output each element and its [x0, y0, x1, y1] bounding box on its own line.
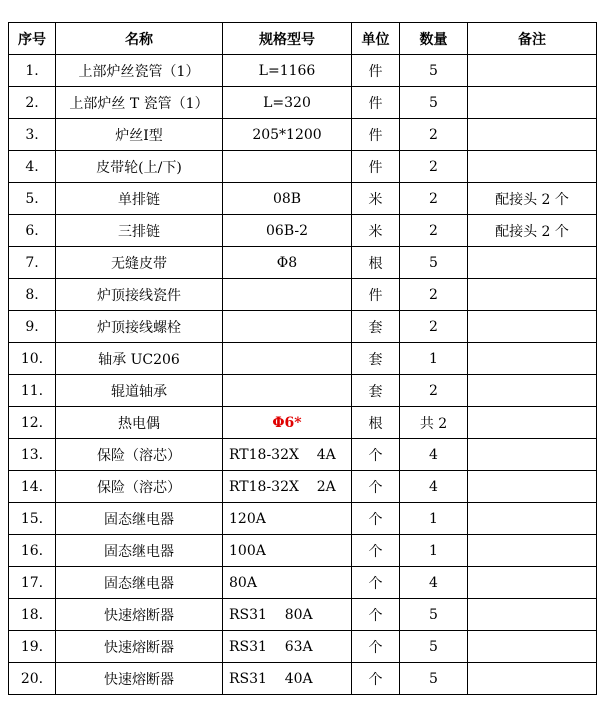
table-row — [9, 119, 597, 151]
item-quantity: 5 — [400, 87, 468, 119]
item-note: 配接头 2 个 — [468, 215, 597, 247]
item-note — [468, 567, 597, 599]
table-row — [9, 407, 597, 439]
item-spec: 06B-2 — [223, 215, 352, 247]
item-quantity: 5 — [400, 247, 468, 279]
item-name: 上部炉丝 T 瓷管（1） — [56, 87, 223, 119]
item-note — [468, 471, 597, 503]
item-name: 快速熔断器 — [56, 599, 223, 631]
item-note — [468, 279, 597, 311]
item-quantity: 5 — [400, 663, 468, 695]
table-row — [9, 439, 597, 471]
item-name: 保险（溶芯） — [56, 471, 223, 503]
header-unit: 单位 — [352, 23, 400, 55]
header-qty: 数量 — [400, 23, 468, 55]
item-name: 上部炉丝瓷管（1） — [56, 55, 223, 87]
item-spec: 120A — [223, 503, 352, 535]
table-row — [9, 343, 597, 375]
item-name: 快速熔断器 — [56, 631, 223, 663]
header-spec: 规格型号 — [223, 23, 352, 55]
item-quantity: 2 — [400, 279, 468, 311]
item-note — [468, 247, 597, 279]
item-unit: 件 — [352, 151, 400, 183]
row-number: 4. — [9, 151, 56, 183]
row-number: 10. — [9, 343, 56, 375]
table-row — [9, 183, 597, 215]
item-spec — [223, 151, 352, 183]
item-note — [468, 55, 597, 87]
table-row — [9, 215, 597, 247]
item-quantity: 5 — [400, 631, 468, 663]
item-spec: Φ8 — [223, 247, 352, 279]
item-quantity: 5 — [400, 55, 468, 87]
parts-table-container — [8, 22, 596, 695]
table-row — [9, 247, 597, 279]
item-name: 皮带轮(上/下) — [56, 151, 223, 183]
item-name: 三排链 — [56, 215, 223, 247]
item-spec: 100A — [223, 535, 352, 567]
row-number: 20. — [9, 663, 56, 695]
table-row — [9, 631, 597, 663]
item-spec — [223, 311, 352, 343]
table-row — [9, 535, 597, 567]
item-unit: 件 — [352, 55, 400, 87]
item-quantity: 1 — [400, 343, 468, 375]
item-name: 炉顶接线螺栓 — [56, 311, 223, 343]
item-note — [468, 151, 597, 183]
item-unit: 根 — [352, 247, 400, 279]
item-spec: L=320 — [223, 87, 352, 119]
item-quantity: 4 — [400, 439, 468, 471]
item-spec: 205*1200 — [223, 119, 352, 151]
item-note — [468, 311, 597, 343]
item-note — [468, 599, 597, 631]
table-header-row — [9, 23, 597, 55]
item-name: 热电偶 — [56, 407, 223, 439]
item-name: 轴承 UC206 — [56, 343, 223, 375]
row-number: 13. — [9, 439, 56, 471]
item-quantity: 4 — [400, 567, 468, 599]
item-spec: RS31 80A — [223, 599, 352, 631]
item-unit: 套 — [352, 343, 400, 375]
item-spec — [223, 279, 352, 311]
table-row — [9, 567, 597, 599]
row-number: 11. — [9, 375, 56, 407]
parts-table — [8, 22, 597, 695]
row-number: 9. — [9, 311, 56, 343]
item-quantity: 1 — [400, 535, 468, 567]
item-unit: 根 — [352, 407, 400, 439]
item-unit: 米 — [352, 183, 400, 215]
item-spec: 08B — [223, 183, 352, 215]
item-quantity: 4 — [400, 471, 468, 503]
item-name: 单排链 — [56, 183, 223, 215]
item-spec: RS31 40A — [223, 663, 352, 695]
item-name: 无缝皮带 — [56, 247, 223, 279]
item-unit: 个 — [352, 535, 400, 567]
item-quantity: 2 — [400, 215, 468, 247]
table-row — [9, 471, 597, 503]
item-spec: Φ6* — [223, 407, 352, 439]
item-note — [468, 439, 597, 471]
row-number: 5. — [9, 183, 56, 215]
item-name: 辊道轴承 — [56, 375, 223, 407]
item-quantity: 共 2 — [400, 407, 468, 439]
item-note — [468, 535, 597, 567]
item-spec: RT18-32X 2A — [223, 471, 352, 503]
item-spec: RS31 63A — [223, 631, 352, 663]
item-spec: 80A — [223, 567, 352, 599]
item-unit: 个 — [352, 471, 400, 503]
item-unit: 个 — [352, 567, 400, 599]
row-number: 7. — [9, 247, 56, 279]
item-note — [468, 663, 597, 695]
table-row — [9, 151, 597, 183]
item-unit: 米 — [352, 215, 400, 247]
table-row — [9, 55, 597, 87]
item-name: 保险（溶芯） — [56, 439, 223, 471]
header-name: 名称 — [56, 23, 223, 55]
row-number: 18. — [9, 599, 56, 631]
header-no: 序号 — [9, 23, 56, 55]
row-number: 1. — [9, 55, 56, 87]
item-name: 快速熔断器 — [56, 663, 223, 695]
item-quantity: 2 — [400, 119, 468, 151]
item-note — [468, 343, 597, 375]
item-note — [468, 119, 597, 151]
item-note — [468, 407, 597, 439]
item-quantity: 2 — [400, 183, 468, 215]
item-unit: 个 — [352, 503, 400, 535]
table-row — [9, 87, 597, 119]
item-name: 炉顶接线瓷件 — [56, 279, 223, 311]
item-spec: L=1166 — [223, 55, 352, 87]
item-spec — [223, 375, 352, 407]
table-row — [9, 375, 597, 407]
item-unit: 个 — [352, 663, 400, 695]
item-unit: 个 — [352, 439, 400, 471]
item-name: 固态继电器 — [56, 567, 223, 599]
item-name: 固态继电器 — [56, 503, 223, 535]
item-spec — [223, 343, 352, 375]
row-number: 15. — [9, 503, 56, 535]
item-name: 固态继电器 — [56, 535, 223, 567]
table-row — [9, 279, 597, 311]
row-number: 19. — [9, 631, 56, 663]
row-number: 14. — [9, 471, 56, 503]
row-number: 3. — [9, 119, 56, 151]
table-row — [9, 663, 597, 695]
item-note — [468, 631, 597, 663]
item-spec: RT18-32X 4A — [223, 439, 352, 471]
row-number: 6. — [9, 215, 56, 247]
item-unit: 套 — [352, 311, 400, 343]
item-note: 配接头 2 个 — [468, 183, 597, 215]
item-quantity: 5 — [400, 599, 468, 631]
item-name: 炉丝Ⅰ型 — [56, 119, 223, 151]
header-note: 备注 — [468, 23, 597, 55]
row-number: 12. — [9, 407, 56, 439]
item-unit: 件 — [352, 119, 400, 151]
item-note — [468, 503, 597, 535]
row-number: 16. — [9, 535, 56, 567]
item-quantity: 1 — [400, 503, 468, 535]
item-quantity: 2 — [400, 375, 468, 407]
row-number: 2. — [9, 87, 56, 119]
item-note — [468, 375, 597, 407]
item-unit: 件 — [352, 87, 400, 119]
row-number: 17. — [9, 567, 56, 599]
item-unit: 个 — [352, 631, 400, 663]
item-unit: 个 — [352, 599, 400, 631]
table-row — [9, 503, 597, 535]
table-row — [9, 599, 597, 631]
row-number: 8. — [9, 279, 56, 311]
item-unit: 件 — [352, 279, 400, 311]
table-row — [9, 311, 597, 343]
item-quantity: 2 — [400, 311, 468, 343]
item-note — [468, 87, 597, 119]
item-quantity: 2 — [400, 151, 468, 183]
item-unit: 套 — [352, 375, 400, 407]
